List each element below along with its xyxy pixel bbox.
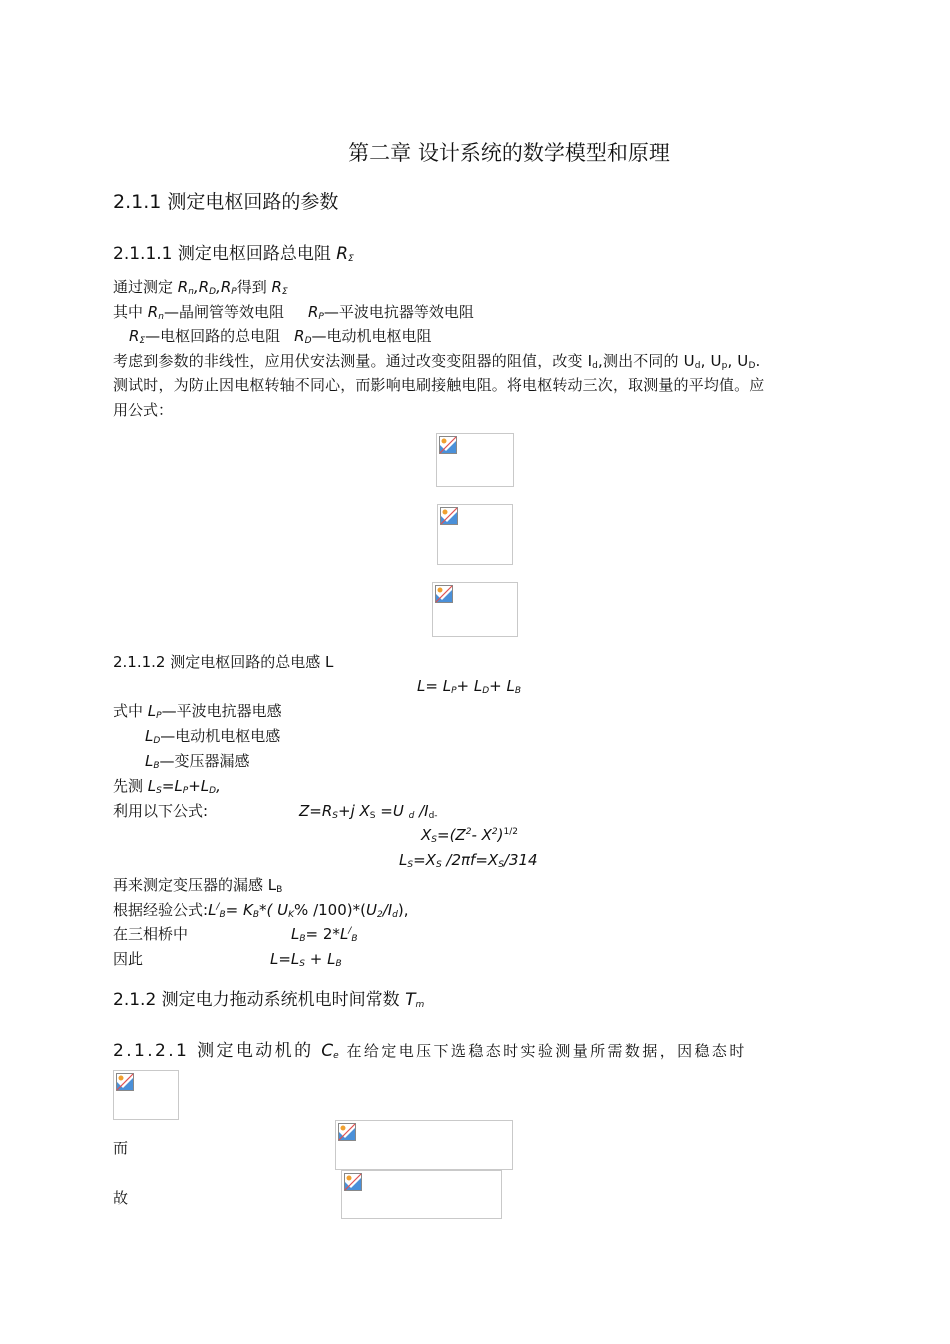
text-fragment: —电枢回路的总电阻 [145, 327, 281, 345]
formula-total-inductance: $L= L_P+ L_D+ L_B$ [417, 677, 522, 696]
formula-ls: $L_S=X_S$ $/2\pi f=X_S/314$ [399, 851, 538, 870]
text-fragment: 先测 [113, 777, 148, 795]
section-2-1-1-1-heading: 2.1.1.1 测定电枢回路总电阻 $R_\Sigma$ [113, 244, 354, 264]
broken-image-icon [116, 1073, 134, 1091]
formula-lb: $L_B= 2*L^/_B$ [291, 925, 358, 944]
text-fragment: —晶闸管等效电阻 [163, 303, 284, 321]
formula-image-1 [436, 433, 514, 487]
heading-text: 2.1.2.1 测定电动机的 [113, 1041, 322, 1061]
heading-text: 2.1.2 测定电力拖动系统机电时间常数 [113, 990, 406, 1010]
formula-image-5 [335, 1120, 513, 1170]
broken-image-icon [440, 507, 458, 525]
broken-image-icon [338, 1123, 356, 1141]
text-line-therefore: 因此 [113, 950, 144, 968]
text-fragment: 根据经验公式: [113, 901, 209, 919]
section-2-1-2-heading: 2.1.2 测定电力拖动系统机电时间常数 $T_m$ [113, 990, 425, 1010]
text-label-and: 而 [113, 1139, 129, 1157]
text-line-transformer: 再来测定变压器的漏感 $L_B$ [113, 876, 283, 895]
formula-image-3 [432, 582, 518, 637]
chapter-title: 第二章 设计系统的数学模型和原理 [348, 141, 670, 165]
text-line-first-measure: 先测 $L_S=L_P+L_D$, [113, 777, 221, 796]
text-line-where: 其中 $R_n—$晶闸管等效电阻 $R_P—$平波电抗器等效电阻 [113, 303, 474, 322]
text-line-ld: $L_D—$电动机电枢电感 [145, 727, 281, 746]
formula-reactance: $X_S=(Z^2-$ $X^2)^{1/2}$ [421, 826, 518, 845]
text-line-rsum: $R_\Sigma—$电枢回路的总电阻 $R_D—$电动机电枢电阻 [129, 327, 432, 346]
text-fragment: 再来测定变压器的漏感 L [113, 876, 277, 894]
text-line-measure: 通过测定 $R_n,R_D,R_P$得到 $R_\Sigma$ [113, 278, 288, 297]
text-line-test: 测试时，为防止因电枢转轴不同心，而影响电刷接触电阻。将电枢转动三次，取测量的平均值。应 [113, 376, 765, 394]
broken-image-icon [435, 585, 453, 603]
text-fragment: 式中 [113, 702, 148, 720]
text-fragment: —平波电抗器电感 [161, 702, 282, 720]
formula-image-6 [341, 1170, 502, 1219]
text-fragment: 考虑到参数的非线性，应用伏安法测量。通过改变变阻器的阻值，改变 I [113, 352, 593, 370]
text-fragment: 得到 [236, 278, 272, 296]
text-line-empirical: 根据经验公式$:L^/_B= K_B*$( $U_K\%$ $/100)*(U_2/I_d)$, [113, 901, 409, 920]
formula-impedance: $Z=R_S+j$ $X_S =U$ $_d$ $/I_{d-}$ [299, 802, 438, 821]
text-fragment: —电动机电枢电阻 [311, 327, 432, 345]
text-line-nonlinear: 考虑到参数的非线性，应用伏安法测量。通过改变变阻器的阻值，改变 $I_d$,测出不同的 $U_d$, $U_p$, $U_D$. [113, 352, 761, 371]
text-line-three-phase: 在三相桥中 [113, 925, 189, 943]
broken-image-icon [344, 1173, 362, 1191]
section-2-1-2-1-heading: 2.1.2.1 测定电动机的 $C_e$ 在给定电压下选稳态时实验测量所需数据，因稳态时 [113, 1041, 747, 1061]
text-fragment: —电动机电枢电感 [160, 727, 281, 745]
formula-l-final: $L=L_S + L_B$ [270, 950, 342, 969]
text-fragment: —平波电抗器等效电阻 [323, 303, 474, 321]
text-fragment: 通过测定 [113, 278, 178, 296]
text-label-so: 故 [113, 1189, 129, 1207]
text-fragment: 其中 [113, 303, 148, 321]
heading-text: 在给定电压下选稳态时实验测量所需数据，因稳态时 [346, 1042, 747, 1060]
text-fragment: —变压器漏感 [159, 752, 250, 770]
section-2-1-1-2-heading: 2.1.1.2 测定电枢回路的总电感 L [113, 653, 334, 671]
formula-image-4 [113, 1070, 179, 1120]
text-fragment: ,测出不同的 U [598, 352, 695, 370]
broken-image-icon [439, 436, 457, 454]
formula-image-2 [437, 504, 513, 565]
text-line-lb: $L_B—$变压器漏感 [145, 752, 250, 771]
text-line-formula-intro: 用公式： [113, 401, 174, 419]
section-2-1-1-heading: 2.1.1 测定电枢回路的参数 [113, 191, 339, 213]
text-line-use-formula: 利用以下公式: [113, 802, 209, 820]
text-fragment: L= L [417, 677, 452, 695]
text-line-lp: 式中 $L_P—$平波电抗器电感 [113, 702, 282, 721]
heading-text: 2.1.1.1 测定电枢回路总电阻 [113, 244, 337, 264]
